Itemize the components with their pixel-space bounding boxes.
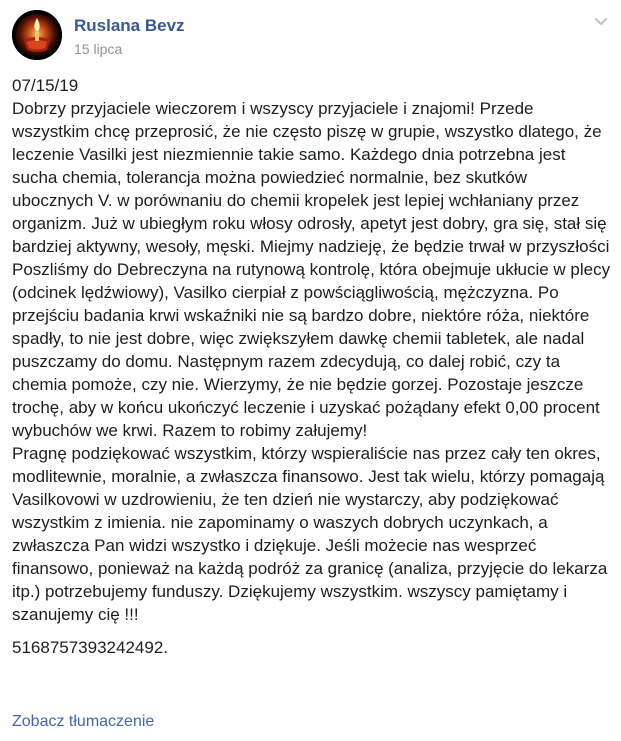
post-header bbox=[12, 10, 609, 60]
author-name[interactable]: Ruslana Bevz bbox=[74, 16, 185, 35]
post-paragraph-2: Pragnę podziękować wszystkim, którzy wspieraliście nas przez cały ten okres, modlitewnie, moralnie, a zwłaszcza finansowo. Jest tak wielu, którzy pomagają Vasilkovowi w uzdrowieniu, że ten dzień nie wystarczy, aby podziękować wszystkim z imienia. nie zapominamy o waszych dobrych uczynkach, a zwłaszcza Pan widzi wszystko i dziękuje. Jeśli możecie nas wesprzeć finansowo, ponieważ na każdą podróż za granicę (analiza, przyjęcie do lekarza itp.) potrzebujemy funduszy. Dziękujemy wszystkim. wszyscy pamiętamy i szanujemy cię !!! bbox=[12, 444, 608, 624]
post-paragraph-1: Dobrzy przyjaciele wieczorem i wszyscy przyjaciele i znajomi! Przede wszystkim chcę przeprosić, że nie często piszę w grupie, wszystko dlatego, że leczenie Vasilki jest niezmiennie takie samo. Każdego dnia potrzebna jest sucha chemia, tolerancja można powiedzieć normalnie, bez skutków ubocznych V. w porównaniu do chemii kropelek jest lepiej wchłaniany przez organizm. Już w ubiegłym roku włosy odrosły, apetyt jest dobry, gra się, stał się bardziej aktywny, wesoły, męski. Miejmy nadzieję, że będzie trwał w przyszłości Poszliśmy do Debreczyna na rutynową kontrolę, która obejmuje ukłucie w plecy (odcinek lędźwiowy), Vasilko cierpiał z powściągliwością, mężczyzna. Po przejściu badania krwi wskaźniki nie są bardzo dobre, niektóre róża, niektóre spadły, to nie jest dobre, więc zwiększyłem dawkę chemii tabletek, ale nadal puszczamy do domu. Następnym razem zdecydują, co dalej robić, czy ta chemia pomoże, czy nie. Wierzymy, że nie będzie gorzej. Pozostaje jeszcze trochę, aby w końcu ukończyć leczenie i uzyskać pożądany efekt 0,00 procent wybuchów we krwi. Razem to robimy załujemy! bbox=[12, 99, 611, 440]
candle-avatar-icon[interactable] bbox=[12, 10, 62, 60]
post-date-line: 07/15/19 bbox=[12, 76, 79, 95]
chevron-down-icon[interactable] bbox=[593, 14, 609, 28]
post-timestamp[interactable]: 15 lipca bbox=[74, 41, 123, 57]
account-number: 5168757393242492. bbox=[12, 638, 168, 657]
post-content bbox=[12, 74, 612, 659]
see-translation-link[interactable]: Zobacz tłumaczenie bbox=[12, 713, 155, 730]
